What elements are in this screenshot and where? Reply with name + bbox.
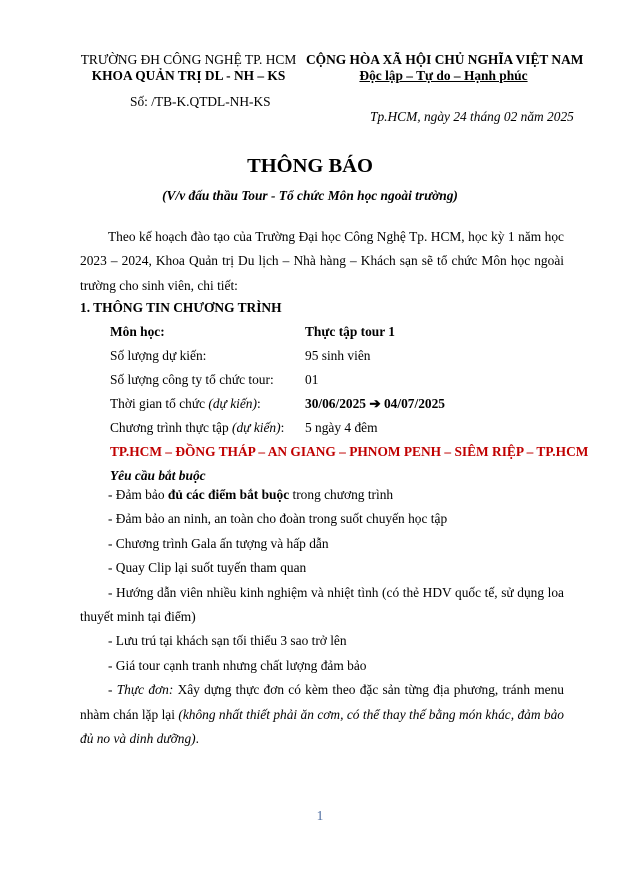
time-start: 30/06/2025 xyxy=(305,396,367,411)
menu-note: (không nhất thiết phải ăn cơm, có thể thay thế bằng món khác, đảm bảo đủ no và dinh dưỡng) xyxy=(80,706,564,747)
national-title: CỘNG HÒA XÃ HỘI CHỦ NGHĨA VIỆT NAM xyxy=(306,52,584,67)
time-label xyxy=(110,396,261,412)
national-motto-text: Độc lập – Tự do – Hạnh phúc xyxy=(359,68,528,83)
subject-value: Thực tập tour 1 xyxy=(305,324,396,339)
requirements-heading: Yêu cầu bắt buộc xyxy=(110,468,206,483)
requirement-item: - Hướng dẫn viên nhiều kinh nghiệm và nhiệt tình (có thẻ HDV quốc tế, sử dụng loa thuyết minh tại điểm) xyxy=(80,584,564,625)
students-label: Số lượng dự kiến: xyxy=(110,348,207,363)
page-number: 1 xyxy=(316,808,324,823)
menu-dash: - xyxy=(108,682,117,698)
menu-label: Thực đơn: xyxy=(116,682,174,698)
section-1-heading: 1. THÔNG TIN CHƯƠNG TRÌNH xyxy=(80,300,282,315)
time-value xyxy=(305,396,445,412)
requirements-list xyxy=(80,483,564,751)
itinerary-value: 5 ngày 4 đêm xyxy=(305,420,378,435)
requirement-1-dash: - Đảm bảo xyxy=(108,487,168,502)
requirement-item: - Giá tour cạnh tranh nhưng chất lượng đảm bảo xyxy=(108,657,367,673)
menu-text: Xây dựng thực đơn có kèm theo đặc sản từng địa phương, tránh menu nhàm chán lặp lại xyxy=(80,682,565,722)
requirement-item xyxy=(80,483,564,507)
arrow-right-icon: ➔ xyxy=(369,396,381,411)
itinerary-label-estimate: (dự kiến) xyxy=(232,420,281,435)
national-motto xyxy=(306,68,581,84)
faculty-name: KHOA QUẢN TRỊ DL - NH – KS xyxy=(91,68,286,83)
requirement-item: - Đảm bảo an ninh, an toàn cho đoàn trong suốt chuyến học tập xyxy=(108,511,448,527)
students-value: 95 sinh viên xyxy=(305,348,371,363)
itinerary-label xyxy=(110,420,284,436)
page-subtitle: (V/v đấu thầu Tour - Tổ chức Môn học ngoài trường) xyxy=(162,188,458,203)
document-date: Tp.HCM, ngày 24 tháng 02 năm 2025 xyxy=(370,109,574,124)
companies-value: 01 xyxy=(305,372,319,387)
school-name: TRƯỜNG ĐH CÔNG NGHỆ TP. HCM xyxy=(80,52,297,67)
itinerary-label-colon: : xyxy=(280,420,285,435)
requirement-item: - Lưu trú tại khách sạn tối thiểu 3 sao trở lên xyxy=(108,633,347,649)
requirement-menu xyxy=(80,678,564,751)
requirement-item: - Chương trình Gala ấn tượng và hấp dẫn xyxy=(108,535,329,551)
intro-text: Theo kế hoạch đào tạo của Trường Đại học Công Nghệ Tp. HCM, học kỳ 1 năm học 2023 – 2024, Khoa Quản trị Du lịch – Nhà hàng – Khách sạn sẽ tổ chức Môn học ngoài trường cho sinh viên, chi tiết: xyxy=(80,229,564,293)
time-label-text: Thời gian tổ chức xyxy=(110,396,209,411)
tour-route: TP.HCM – ĐỒNG THÁP – AN GIANG – PHNOM PENH – SIÊM RIỆP – TP.HCM xyxy=(110,444,589,459)
time-end: 04/07/2025 xyxy=(383,396,445,411)
requirement-item: - Quay Clip lại suốt tuyến tham quan xyxy=(108,560,307,576)
requirement-1-emphasis: đủ các điểm bắt buộc xyxy=(167,487,290,502)
requirement-1-rest: trong chương trình xyxy=(289,487,394,502)
document-number: Số: /TB-K.QTDL-NH-KS xyxy=(130,94,271,109)
time-label-estimate: (dự kiến) xyxy=(208,396,257,411)
page-title: THÔNG BÁO xyxy=(247,155,373,177)
time-label-colon: : xyxy=(256,396,261,411)
subject-label: Môn học: xyxy=(110,324,165,339)
companies-label: Số lượng công ty tổ chức tour: xyxy=(110,372,274,387)
intro-paragraph xyxy=(80,225,564,298)
menu-end: . xyxy=(195,731,199,747)
itinerary-label-text: Chương trình thực tập xyxy=(110,420,233,435)
